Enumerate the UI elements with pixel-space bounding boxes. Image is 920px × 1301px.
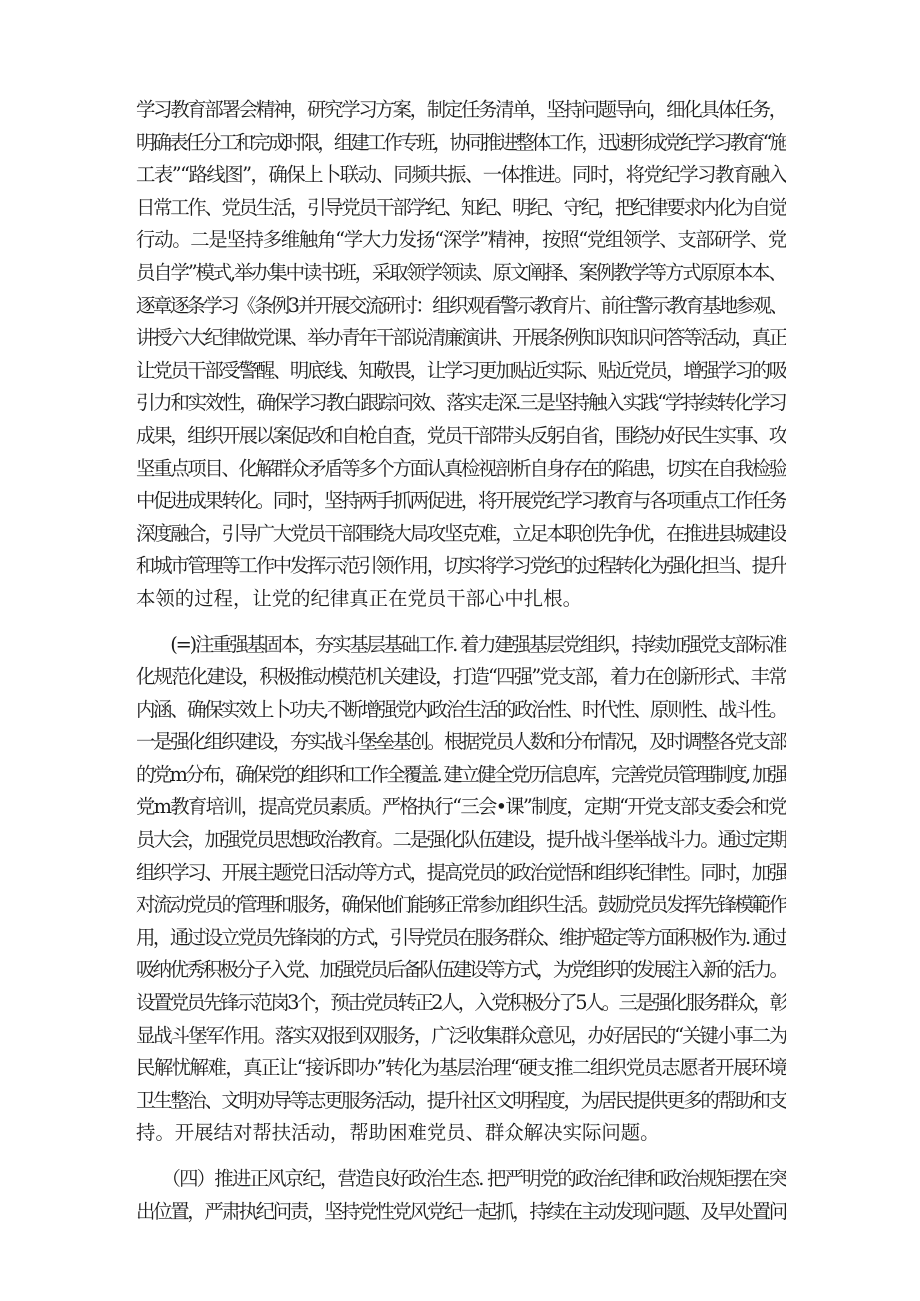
text-line: 卫生整治、文明劝导等志更服务活动，提升社区文明程度，为居民提供更多的帮助和支 — [136, 1088, 786, 1112]
text-line: 设置党员先锋示范岗3个，预击党员转正2人，入党积极分了5人。三是强化服务群众，彰 — [136, 991, 786, 1015]
text-line: (=)注重强基固本，夯实基层基础工作. 着力建强基层党组织，持续加强党支部标准 — [136, 632, 786, 656]
text-line: 员大会，加强党员思想政治教育。二是强化队伍建设，提升战斗堡举战斗力。通过定期 — [136, 828, 786, 852]
text-line: 组织学习、开展主题党日活动等方式，提高党员的政治觉悟和组织纪律性。同时，加强 — [136, 860, 786, 884]
paragraph-gap — [136, 616, 786, 629]
text-line: 用，通过设立党员先锋岗的方式，引导党员在服务群众、维护超定等方面积极作为. 通过 — [136, 925, 786, 949]
text-line: 明确表任分工和完成时限，组建工作专班，协同推进整体工作，迅速形成党纪学习教育“施 — [136, 130, 786, 154]
text-line: 和城市管理等工作中发挥示范引领作用，切实将学习党纪的过程转化为强化担当、提升 — [136, 554, 786, 578]
text-line: 工表”“路线图”，确保上卜联动、同频共振、一体推进。同时，将党纪学习教育融入 — [136, 163, 786, 187]
text-line: 吸纳优秀积极分子入党、加强党员后备队伍建设等方式，为党组织的发展注入新的活力。 — [136, 958, 786, 982]
text-line: （四）推进正风京纪，营造良好政治生态. 把严明党的政治纪律和政治规矩摆在突 — [136, 1167, 786, 1190]
text-line: 显战斗堡军作用。落实双报到双服务，广泛收集群众意见，办好居民的“关键小事二为 — [136, 1023, 786, 1047]
text-line: 本领的过程，让党的纪律真正在党员干部心中扎根。 — [136, 586, 582, 610]
text-line: 一是强化组织建设，夯实战斗堡垒基创。根据党员人数和分布情况，及时调整各党支部 — [136, 730, 786, 754]
text-line: 出位置，严肃执纪问责，坚持党性党风党纪一起抓，持续在主动发现问题、及早处置问 — [136, 1199, 786, 1223]
text-line: 成果，组织开展以案促改和自枪自査，党员干部带头反躬自省，围绕办好民生实事、攻 — [136, 423, 786, 447]
text-line: 逐章逐条学习《条例3并开展交流研讨：组织观看警示教育片、前往警示教育基地参观、 — [136, 293, 786, 317]
paragraph-2 — [136, 629, 786, 1151]
paragraph-3 — [136, 1163, 786, 1228]
text-line: 让党员干部受警醒、明底线、知敬畏，让学习更加贴近实际、贴近党员，增强学习的吸 — [136, 358, 786, 382]
text-line: 党m教育培训，提高党员素质。严格执行“三会•课”制度，定期“开党支部支委会和党 — [136, 795, 786, 819]
text-line: 内涵、确保实效上卜功夫,不断增强党内政治生活的政治性、时代性、原则性、战斗性。 — [136, 697, 786, 721]
text-line: 坚重点项目、化解群众矛盾等多个方面认真检视剖析自身存在的陷患，切实在自我检验 — [136, 456, 786, 480]
text-line: 民解忧解难，真正让“接诉即办”转化为基层治理“硬支推二组织党员志愿者开展环境 — [136, 1056, 786, 1080]
paragraph-1 — [136, 94, 786, 616]
text-line: 对流动党员的管理和服务，确保他们能够正常参加组织生活。鼓励党员发挥先锋模範作 — [136, 893, 786, 917]
text-line: 员自学”模式,举办集中读书班，采取领学领读、原文阐择、案例教学等方式原原本本、 — [136, 260, 786, 284]
document-body — [136, 94, 786, 1228]
text-line: 的党m分布，确保党的组织和工作全覆盖. 建立健全党历信息库，完善党员管理制度, 加强 — [136, 762, 786, 786]
text-line: 讲授六大纪律做党课、举办青年干部说清廉演讲、开展条例知识知识问答等活动，真正 — [136, 326, 786, 350]
paragraph-gap — [136, 1150, 786, 1163]
text-line: 引力和实效性，确保学习教白跟踪问效、落实走深.三是坚持触入实践“学持续转化学习 — [136, 391, 786, 415]
text-line: 化规范化建设，积极推动模范机关建设，打造“四强”党支部，着力在创新形式、丰常 — [136, 665, 786, 689]
text-line: 行动。二是坚持多维触角“学大力发扬“深学”精神，按照“党组领学、支部研学、党 — [136, 228, 786, 252]
text-line: 中促进成果转化。同时，坚持两手抓两促进，将开展党纪学习教育与各项重点工作任务 — [136, 489, 786, 513]
text-line: 持。开展结对帮扶活动，帮助困难党员、群众解决实际问题。 — [136, 1121, 660, 1145]
text-line: 日常工作、党员生活，引导党员干部学纪、知纪、明纪、守纪，把纪律要求内化为自觉 — [136, 195, 786, 219]
text-line: 深度融合，引导广大党员干部围绕大局攻坚克难，立足本职创先争优，在推进县城建设 — [136, 521, 786, 545]
text-line: 学习教育部署会精神，研究学习方案，制定任务清单，坚持问题导向，细化具体任务， — [136, 98, 786, 121]
